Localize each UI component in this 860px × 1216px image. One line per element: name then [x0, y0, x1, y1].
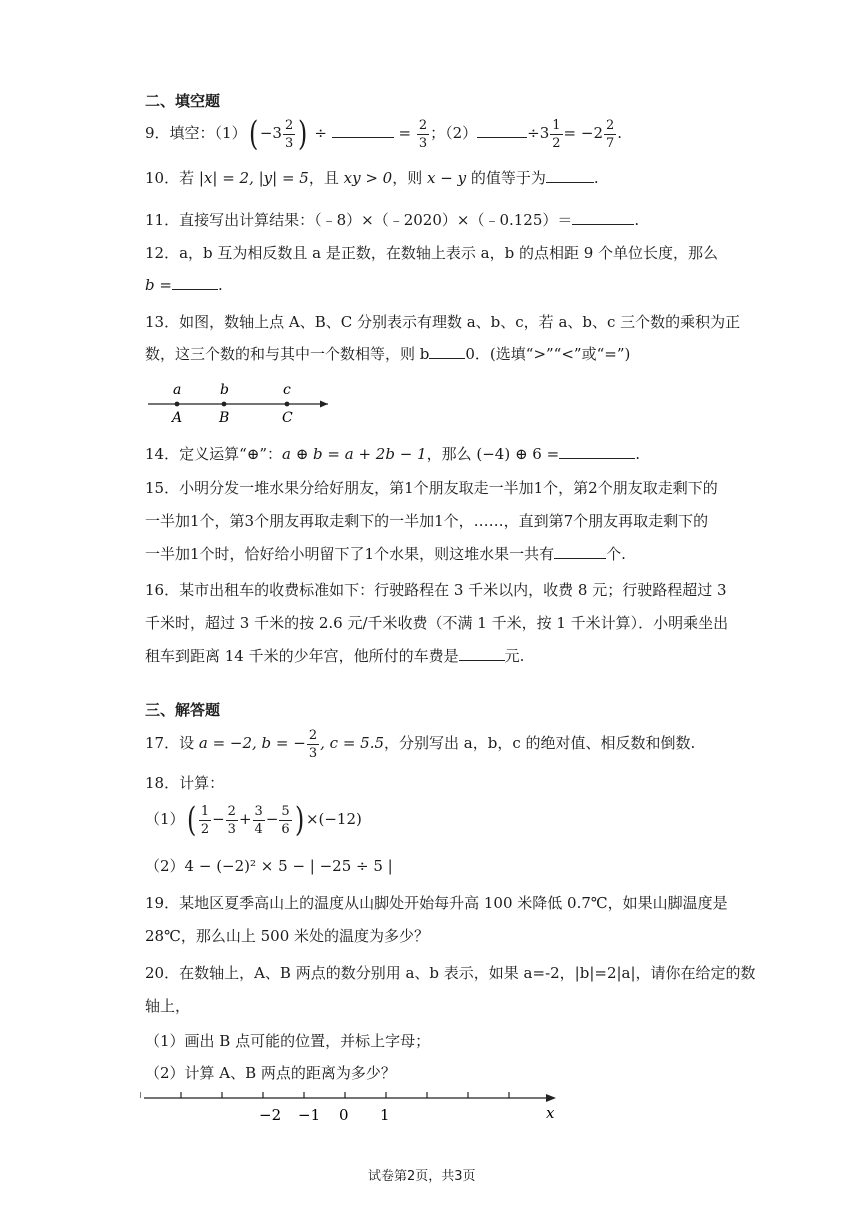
- question-9: [145, 116, 622, 152]
- question-18-part1: [145, 801, 362, 838]
- question-15-line2: 一半加1个，第3个朋友再取走剩下的一半加1个，……，直到第7个朋友再取走剩下的: [145, 512, 709, 530]
- q20-number-line[interactable]: [140, 1086, 570, 1126]
- question-13-line2: [145, 344, 630, 364]
- section-title-fill-in: 二、填空题: [145, 92, 221, 110]
- q17-expr-ab: a = −2, b = −: [198, 734, 306, 752]
- q20-label-0: 0: [339, 1106, 349, 1124]
- q10-text-e: ，则: [392, 169, 428, 187]
- q13-number-line-figure: [140, 378, 340, 428]
- question-19-line2: 28℃，那么山上 500 米处的温度为多少？: [145, 927, 430, 945]
- q18-p1-tail: ×(−12): [305, 810, 362, 828]
- q20-label-neg1: −1: [298, 1106, 321, 1124]
- q18-left-paren: (: [186, 800, 196, 840]
- q14-end: .: [635, 445, 640, 463]
- q9-text: 填空：（1）: [169, 124, 247, 142]
- q13-point-b: [222, 402, 227, 407]
- q13-label-a: a: [173, 382, 182, 398]
- q13-blank[interactable]: [429, 344, 465, 359]
- q18-op1: −: [212, 810, 225, 828]
- q18-p2-expr: 4 − (−2)² × 5 − | −25 ÷ 5 |: [184, 857, 393, 875]
- q11-end: .: [634, 211, 640, 229]
- q16-text-b: 元.: [504, 647, 525, 665]
- q9-blank-1[interactable]: [332, 123, 394, 138]
- q10-blank[interactable]: [546, 168, 594, 183]
- q17-text-a: 17．设: [145, 734, 199, 752]
- q9-number: 9．: [145, 124, 170, 142]
- q9-blank-2[interactable]: [477, 123, 527, 138]
- q12-blank[interactable]: [172, 275, 218, 290]
- q13-point-c: [285, 402, 290, 407]
- q14-text-a: 14．定义运算“⊕”：: [145, 445, 282, 463]
- q18-op2: +: [238, 810, 252, 828]
- question-15-line3: [145, 544, 626, 564]
- q10-text-c: ，且: [308, 169, 344, 187]
- q10-end: .: [593, 169, 599, 187]
- question-16-line3: [145, 646, 524, 666]
- q9-frac3: $\frac{1}{2}$: [552, 117, 561, 151]
- q13-label-c: c: [283, 382, 291, 398]
- question-11: [145, 210, 639, 230]
- question-20-line1: 20．在数轴上，A、B 两点的数分别用 a、b 表示，如果 a=-2，|b|=2|a|，请你在给定的数: [145, 964, 756, 982]
- q20-ticks: [140, 1092, 509, 1098]
- question-17: [145, 726, 695, 762]
- q18-frac3: $\frac{3}{4}$: [254, 803, 263, 837]
- q18-frac1: $\frac{1}{2}$: [200, 803, 210, 837]
- q18-frac2: $\frac{2}{3}$: [227, 803, 236, 837]
- q9-frac2: $\frac{2}{3}$: [418, 117, 428, 151]
- question-14: [145, 444, 640, 464]
- q9-frac1: $\frac{2}{3}$: [284, 117, 294, 151]
- page-footer: 试卷第2页，共3页: [368, 1169, 476, 1184]
- q10-number: 10．: [145, 169, 180, 187]
- q18-p1-label: （1）: [145, 810, 185, 828]
- section-title-answer: 三、解答题: [145, 701, 221, 719]
- q10-text-g: 的值等于为: [466, 169, 546, 187]
- question-16-line1: 16．某市出租车的收费标准如下：行驶路程在 3 千米以内，收费 8 元；行驶路程超过 3: [145, 581, 727, 599]
- q9-end: .: [617, 124, 623, 142]
- question-18-part2: [145, 856, 393, 876]
- q20-label-1: 1: [380, 1106, 390, 1124]
- q13-label-B: B: [219, 410, 230, 426]
- q20-axis-arrow: [546, 1094, 556, 1102]
- q10-text-a: 若: [179, 169, 199, 187]
- q18-op3: −: [265, 810, 279, 828]
- q16-text-a: 租车到距离 14 千米的少年宫，他所付的车费是: [145, 647, 459, 665]
- q13-axis-arrow: [320, 401, 328, 408]
- q13-text-a: 数，这三个数的和与其中一个数相等，则 b: [145, 345, 430, 363]
- q9-eq1: =: [398, 124, 412, 142]
- q14-definition: a ⊕ b = a + 2b − 1: [282, 445, 427, 463]
- question-15-line1: 15．小明分发一堆水果分给好朋友，第1个朋友取走一半加1个，第2个朋友取走剩下的: [145, 479, 718, 497]
- q9-whole: −3: [259, 124, 282, 142]
- q14-blank[interactable]: [559, 444, 635, 459]
- q15-text-b: 个.: [606, 545, 626, 563]
- question-12-line2: [145, 275, 223, 295]
- q18-right-paren: ): [294, 800, 304, 840]
- q15-blank[interactable]: [554, 544, 606, 559]
- q17-frac: $\frac{2}{3}$: [308, 727, 318, 761]
- question-12-line1: 12．a，b 互为相反数且 a 是正数，在数轴上表示 a，b 的点相距 9 个单位长度，那么: [145, 244, 719, 262]
- q13-text-b: 0．(选填“>”“<”或“=”): [465, 345, 631, 363]
- q12-b-eq: b =: [145, 276, 172, 294]
- q11-blank[interactable]: [572, 210, 634, 225]
- question-20-line2: 轴上，: [145, 997, 191, 1015]
- q20-axis-var: x: [546, 1104, 555, 1122]
- q15-text-a: 一半加1个时，恰好给小明留下了1个水果，则这堆水果一共有: [145, 545, 555, 563]
- q18-frac4: $\frac{5}{6}$: [281, 803, 290, 837]
- q9-frac4: $\frac{2}{7}$: [606, 117, 615, 151]
- question-18-title: 18．计算：: [145, 774, 225, 792]
- q9-div2: ÷3: [527, 124, 550, 142]
- q18-p2-label: （2）: [145, 857, 185, 875]
- q9-sep: ；（2）: [430, 124, 478, 142]
- q13-label-A: A: [172, 410, 183, 426]
- q16-blank[interactable]: [459, 646, 505, 661]
- q14-expr: (−4) ⊕ 6 =: [476, 445, 560, 463]
- q10-expr-diff: x − y: [427, 169, 467, 187]
- q10-expr-xy: xy > 0: [343, 169, 393, 187]
- q13-label-b: b: [220, 382, 229, 398]
- question-19-line1: 19．某地区夏季高山上的温度从山脚处开始每升高 100 米降低 0.7℃，如果山脚温度是: [145, 894, 728, 912]
- q9-eq2: = −2: [563, 124, 603, 142]
- q12-end: .: [217, 276, 223, 294]
- question-20-sub2: （2）计算 A、B 两点的距离为多少？: [145, 1064, 396, 1082]
- q17-expr-c: , c = 5.5: [320, 734, 385, 752]
- q14-text-c: ，那么: [426, 445, 477, 463]
- q10-expr-abs: |x| = 2, |y| = 5: [198, 169, 309, 187]
- q13-label-C: C: [282, 410, 293, 426]
- q9-div: ÷: [314, 124, 327, 142]
- q20-label-neg2: −2: [259, 1106, 282, 1124]
- q13-point-a: [175, 402, 180, 407]
- question-10: [145, 168, 599, 188]
- q9-left-paren: (: [248, 114, 258, 154]
- q17-text-d: ，分别写出 a，b，c 的绝对值、相反数和倒数.: [384, 734, 696, 752]
- question-13-line1: 13．如图，数轴上点 A、B、C 分别表示有理数 a、b、c，若 a、b、c 三个数的乘积为正: [145, 313, 741, 331]
- question-16-line2: 千米时，超过 3 千米的按 2.6 元/千米收费（不满 1 千米，按 1 千米计算）．小明乘坐出: [145, 614, 729, 632]
- q11-text: 11．直接写出计算结果：（﹣8）×（﹣2020）×（﹣0.125）＝: [145, 211, 573, 229]
- question-20-sub1: （1）画出 B 点可能的位置，并标上字母；: [145, 1032, 431, 1050]
- q9-right-paren: ): [298, 114, 308, 154]
